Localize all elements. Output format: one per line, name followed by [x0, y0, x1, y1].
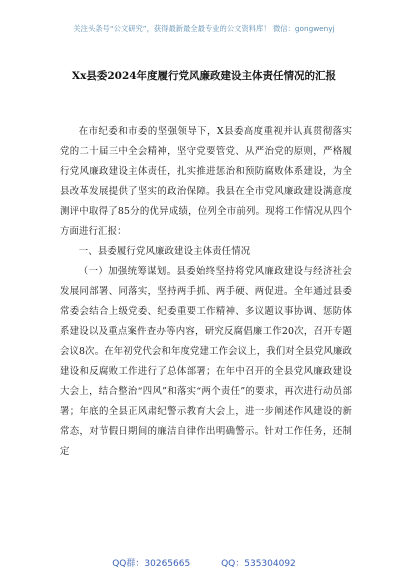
header-banner: 关注头条号“公文研究”，获得最新最全最专业的公文资料库！ 微信：gongwenyj [73, 24, 335, 33]
intro-paragraph: 在市纪委和市委的坚强领导下，X县委高度重视并认真贯彻落实党的二十届三中全会精神，坚守党要管党、从严治党的原则，严格履行党风廉政建设主体责任，扎实推进惩治和预防腐败体系建设，为全县改革发展提供了坚实的政治保障。我县在全市党风廉政建设满意度测评中取得了85分的优异成绩，位列全市前列。现将工作情况从四个方面进行汇报： [60, 126, 352, 237]
body-paragraph: （一）加强统筹谋划。县委始终坚持将党风廉政建设与经济社会发展同部署、同落实，坚持两手抓、两手硬、两促进。全年通过县委常委会结合上级党委、纪委重要工作精神、多议题议事协调、惩防体系建设以及重点案件查办等内容，研究反腐倡廉工作20次，召开专题会议8次。在年初党代会和年度党建工作会议上，我们对全县党风廉政建设和反腐败工作进行了总体部署；在年中召开的全县党风廉政建设大会上，结合整治“四风”和落实“两个责任”的要求，再次进行动员部署；年底的全县正风肃纪警示教育大会上，进一步阐述作风建设的新常态，对节假日期间的廉洁自律作出明确警示。针对工作任务，还制定 [60, 266, 352, 457]
document-title: Xx县委2024年度履行党风廉政建设主体责任情况的汇报 [71, 70, 337, 82]
section-heading: 一、县委履行党风廉政建设主体责任情况 [78, 246, 251, 257]
footer-qq: QQ：535304092 [221, 559, 296, 569]
footer-qq-group: QQ群：30265665 [112, 559, 191, 569]
document-body [60, 122, 352, 462]
footer-contact [0, 556, 408, 569]
